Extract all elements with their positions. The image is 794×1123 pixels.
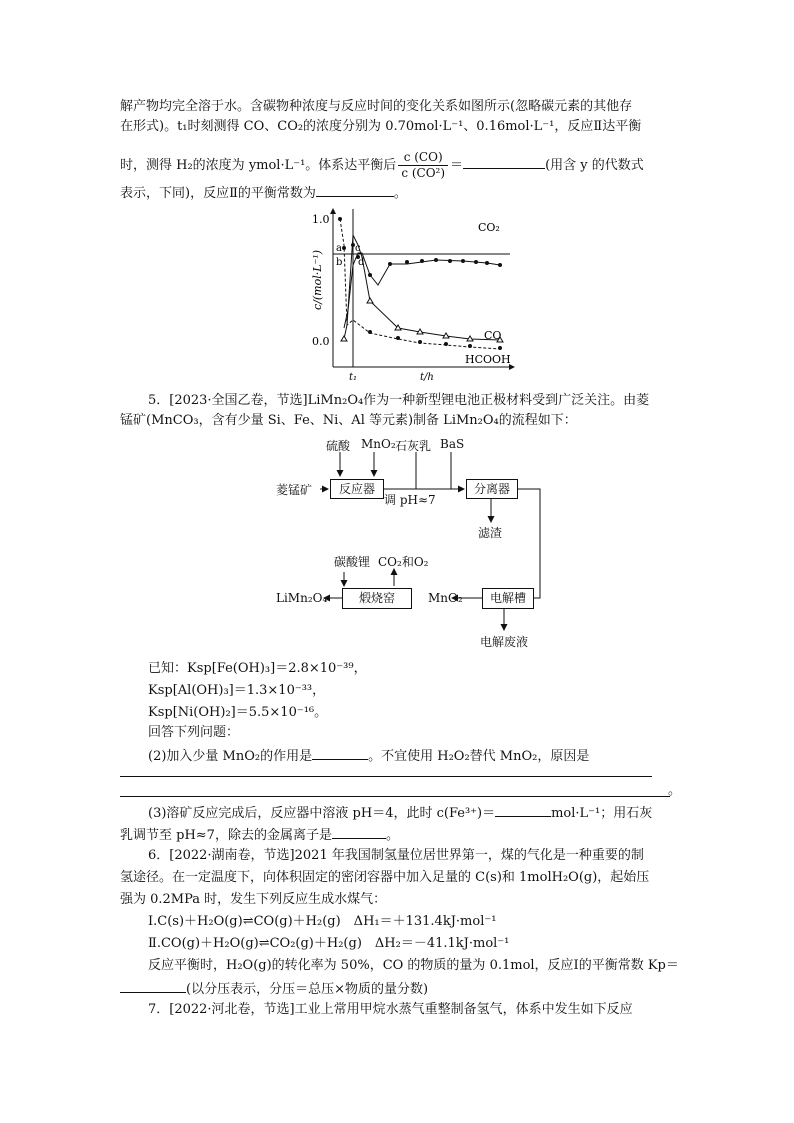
text: (2)加入少量 MnO₂的作用是 — [148, 749, 313, 764]
electrolytic-cell-box: 电解槽 — [482, 588, 534, 609]
fraction — [398, 150, 448, 181]
answer-blank[interactable] — [463, 155, 545, 169]
product-limn2o4: LiMn₂O₄ — [276, 591, 328, 605]
answer-blank[interactable] — [316, 183, 394, 197]
text: (3)溶矿反应完成后，反应器中溶液 pH＝4，此时 c(Fe³⁺)＝ — [148, 806, 496, 821]
input-sulfuric-acid: 硫酸 — [326, 439, 351, 453]
text: 。 — [393, 186, 407, 201]
point-b-label: b — [336, 257, 343, 268]
question-5-line: 5．[2023·全国乙卷，节选]LiMn₂O₄作为一种新型锂电池正极材料受到广泛关注。由菱 — [148, 393, 650, 408]
answer-blank[interactable] — [495, 803, 551, 817]
separator-box: 分离器 — [466, 479, 518, 499]
point-a-label: a — [336, 243, 342, 254]
known-ksp-line: 已知：Ksp[Fe(OH)₃]＝2.8×10⁻³⁹， — [148, 661, 367, 676]
question-7-line: 7．[2022·河北卷，节选]工业上常用甲烷水蒸气重整制备氢气，体系中发生如下反应 — [148, 1002, 633, 1017]
x-axis-label: t/h — [420, 372, 434, 383]
text: 。不宜使用 H₂O₂替代 MnO₂，原因是 — [368, 749, 590, 764]
hcooh-label: HCOOH — [465, 353, 511, 366]
input-bas: BaS — [440, 437, 465, 451]
paragraph-line — [120, 183, 407, 203]
question-5-3 — [120, 825, 399, 845]
input-lime-milk: 石灰乳 — [395, 439, 432, 453]
point-c-label: c — [355, 243, 361, 254]
text: 表示，下同)，反应Ⅱ的平衡常数为 — [120, 186, 316, 201]
input-lithium-carbonate: 碳酸锂 — [334, 555, 371, 569]
co-label: CO — [484, 329, 502, 342]
text: (用含 y 的代数式 — [545, 158, 644, 173]
question-6-line: 强为 0.2MPa 时，发生下列反应生成水煤气： — [120, 892, 387, 907]
output-co2-o2: CO₂和O₂ — [378, 555, 429, 569]
concentration-figure — [300, 205, 520, 385]
co-curve — [344, 235, 500, 340]
answer-blank[interactable] — [312, 746, 368, 760]
point-d-label: d — [358, 257, 365, 268]
kiln-box: 煅烧窑 — [342, 588, 412, 609]
known-ksp-line: Ksp[Ni(OH)₂]＝5.5×10⁻¹⁶。 — [148, 705, 328, 720]
paragraph-line: 解产物均完全溶于水。含碳物种浓度与反应时间的变化关系如图所示(忽略碳元素的其他存 — [120, 99, 633, 114]
y-tick-top: 1.0 — [312, 213, 330, 226]
question-6-line: 6．[2022·湖南卷，节选]2021 年我国制氢量位居世界第一，煤的气化是一种重要的制 — [148, 848, 644, 863]
known-ksp-line: Ksp[Al(OH)₃]＝1.3×10⁻³³， — [148, 683, 326, 698]
adjust-ph-label: 调 pH≈7 — [384, 493, 436, 507]
reaction-2: Ⅱ.CO(g)＋H₂O(g)⇌CO₂(g)＋H₂(g) ΔH₂＝－41.1kJ·mol⁻¹ — [148, 936, 510, 951]
text: 时，测得 H₂的浓度为 ymol·L⁻¹。体系达平衡后 — [120, 158, 397, 173]
answer-blank[interactable] — [120, 979, 186, 993]
answer-line[interactable] — [120, 796, 670, 797]
co-points — [341, 298, 503, 342]
residue-label: 滤渣 — [478, 526, 503, 540]
y-axis-label: c/(mol·L⁻¹) — [311, 249, 324, 310]
question-5-2 — [148, 746, 589, 766]
y-tick-bottom: 0.0 — [312, 335, 330, 348]
co2-label: CO₂ — [478, 221, 500, 234]
question-5-line: 锰矿(MnCO₃，含有少量 Si、Fe、Ni、Al 等元素)制备 LiMn₂O₄的流程如下： — [120, 413, 577, 428]
text: 。 — [385, 828, 399, 843]
question-6-line — [120, 979, 428, 999]
instructions: 回答下列问题： — [148, 725, 240, 740]
reaction-1: Ⅰ.C(s)＋H₂O(g)⇌CO(g)＋H₂(g) ΔH₁＝＋131.4kJ·mol⁻¹ — [148, 914, 497, 929]
fraction-denominator: c (CO²) — [401, 166, 446, 180]
x-tick-t1: t₁ — [349, 372, 358, 383]
period: 。 — [668, 783, 682, 798]
question-6-line: 氢途径。在一定温度下，向体积固定的密闭容器中加入足量的 C(s)和 1molH₂O(g)，起始压 — [120, 870, 650, 885]
text: mol·L⁻¹；用石灰 — [551, 806, 653, 821]
paragraph-line — [120, 150, 644, 181]
question-6-line: 反应平衡时，H₂O(g)的转化率为 50%，CO 的物质的量为 0.1mol，反应Ⅰ的平衡常数 Kp＝ — [148, 958, 679, 973]
answer-line[interactable] — [120, 776, 652, 777]
intermediate-mno2: MnO₂ — [428, 591, 463, 605]
feed-rhodochrosite: 菱锰矿 — [276, 483, 313, 497]
waste-electrolyte-label: 电解废液 — [480, 635, 529, 649]
co2-curve — [344, 253, 500, 328]
text: 乳调节至 pH≈7，除去的金属离子是 — [120, 828, 332, 843]
paragraph-line: 在形式)。t₁时刻测得 CO、CO₂的浓度分别为 0.70mol·L⁻¹、0.16mol·L⁻¹，反应Ⅱ达平衡 — [120, 119, 642, 134]
text: ＝ — [450, 158, 464, 173]
text: (以分压表示，分压＝总压×物质的量分数) — [186, 982, 429, 997]
fraction-numerator: c (CO) — [398, 150, 448, 166]
question-5-3 — [148, 803, 652, 823]
reactor-box: 反应器 — [330, 479, 384, 499]
answer-blank[interactable] — [332, 825, 386, 839]
input-mno2: MnO₂ — [361, 437, 396, 451]
flow-arrows — [270, 432, 560, 652]
